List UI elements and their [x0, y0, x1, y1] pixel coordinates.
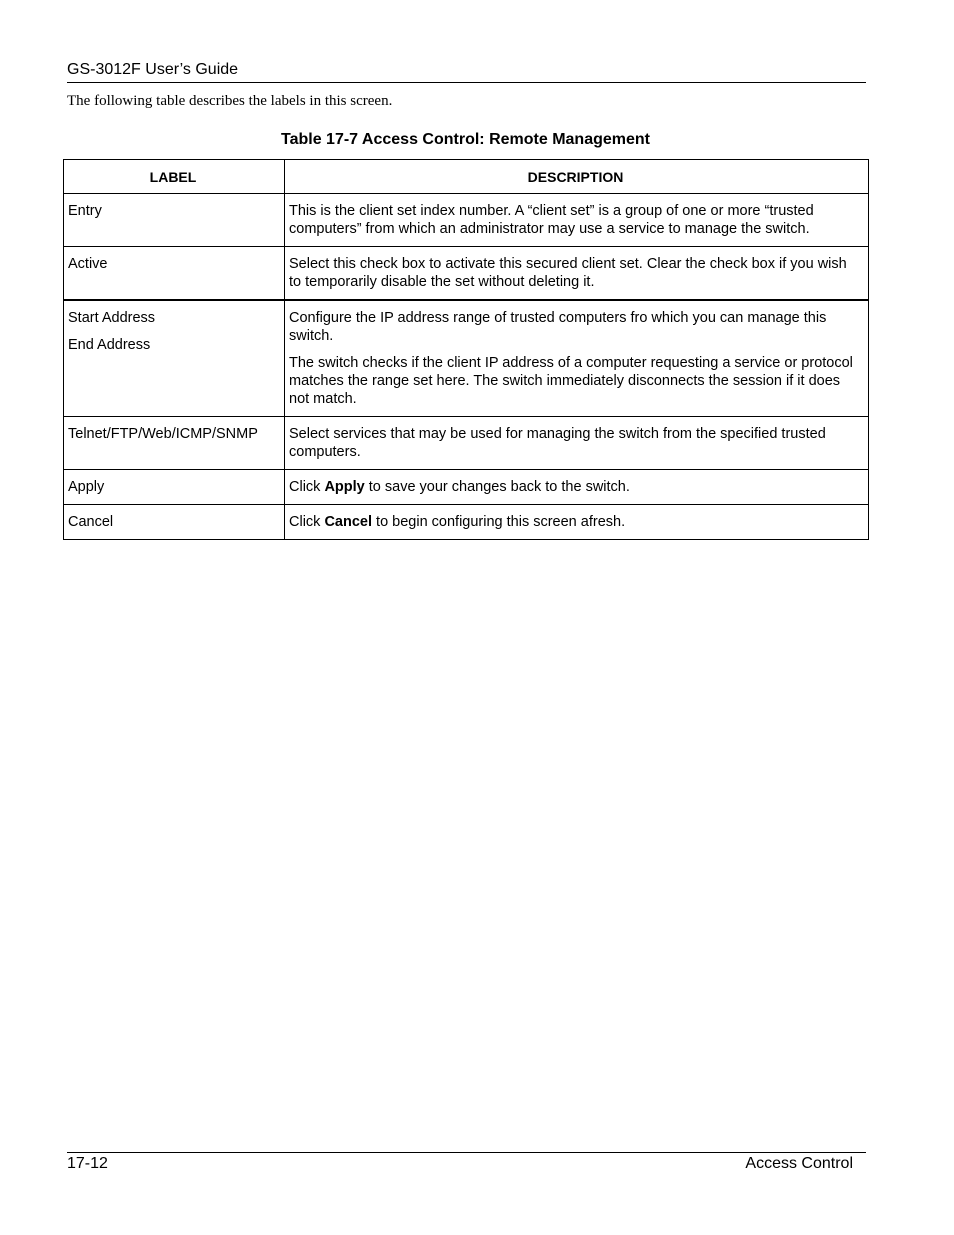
- row-label: Entry: [68, 203, 102, 219]
- guide-title: GS-3012F User’s Guide: [67, 61, 239, 78]
- table-row: [64, 417, 869, 470]
- row-label-cell: [64, 505, 285, 540]
- description-text: to save your changes back to the switch.: [364, 479, 630, 495]
- description-text: Click: [289, 514, 325, 530]
- row-label: Apply: [68, 479, 105, 495]
- row-label-cell: [64, 194, 285, 247]
- description-text: Configure the IP address range of trusted computers fro which you can manage this switch.: [289, 310, 827, 344]
- row-label: Start Address: [68, 310, 156, 326]
- description-paragraph: [289, 478, 862, 496]
- chapter-name: Access Control: [745, 1155, 853, 1172]
- description-text: The switch checks if the client IP address of a computer requesting a service or protocol matches the range set here. The switch immediately disconnects the session if it does not match.: [289, 355, 853, 407]
- table-caption: Table 17-7 Access Control: Remote Management: [281, 131, 650, 148]
- column-header-label: LABEL: [64, 160, 285, 194]
- intro-paragraph: The following table describes the labels in this screen.: [67, 93, 393, 109]
- row-description-cell: [285, 470, 869, 505]
- column-header-description: DESCRIPTION: [285, 160, 869, 194]
- table-row: [64, 247, 869, 301]
- description-paragraph: [289, 255, 862, 291]
- table-row: [64, 505, 869, 540]
- page-footer: [67, 1152, 866, 1179]
- row-description-cell: [285, 247, 869, 301]
- row-label: Active: [68, 256, 108, 272]
- button-name-emphasis: Cancel: [324, 514, 373, 530]
- row-label: Telnet/FTP/Web/ICMP/SNMP: [68, 426, 258, 442]
- row-label-cell: [64, 300, 285, 417]
- table-body: [64, 194, 869, 540]
- description-text: Click: [289, 479, 325, 495]
- table-row: [64, 470, 869, 505]
- description-paragraph: [289, 309, 862, 345]
- description-text: Select this check box to activate this secured client set. Clear the check box if you wish to temporarily disable the set without deleting it.: [289, 256, 847, 290]
- row-label-cell: [64, 417, 285, 470]
- description-paragraph: [289, 354, 862, 408]
- description-paragraph: [289, 513, 862, 531]
- description-text: to begin configuring this screen afresh.: [372, 514, 626, 530]
- row-label: Cancel: [68, 514, 114, 530]
- description-text: This is the client set index number. A “client set” is a group of one or more “trusted computers” from which an administrator may use a service to manage the switch.: [289, 203, 814, 237]
- page-number: 17-12: [67, 1155, 108, 1172]
- row-label: End Address: [68, 337, 151, 353]
- row-label-cell: [64, 247, 285, 301]
- label-description-table: [63, 159, 869, 540]
- button-name-emphasis: Apply: [324, 479, 365, 495]
- description-paragraph: [289, 425, 862, 461]
- table-row: [64, 300, 869, 417]
- row-label-cell: [64, 470, 285, 505]
- row-description-cell: [285, 505, 869, 540]
- description-paragraph: [289, 202, 862, 238]
- page-header: [67, 60, 866, 83]
- table-row: [64, 194, 869, 247]
- row-description-cell: [285, 300, 869, 417]
- description-text: Select services that may be used for managing the switch from the specified trusted computers.: [289, 426, 826, 460]
- row-description-cell: [285, 194, 869, 247]
- row-description-cell: [285, 417, 869, 470]
- table-header-row: [64, 160, 869, 194]
